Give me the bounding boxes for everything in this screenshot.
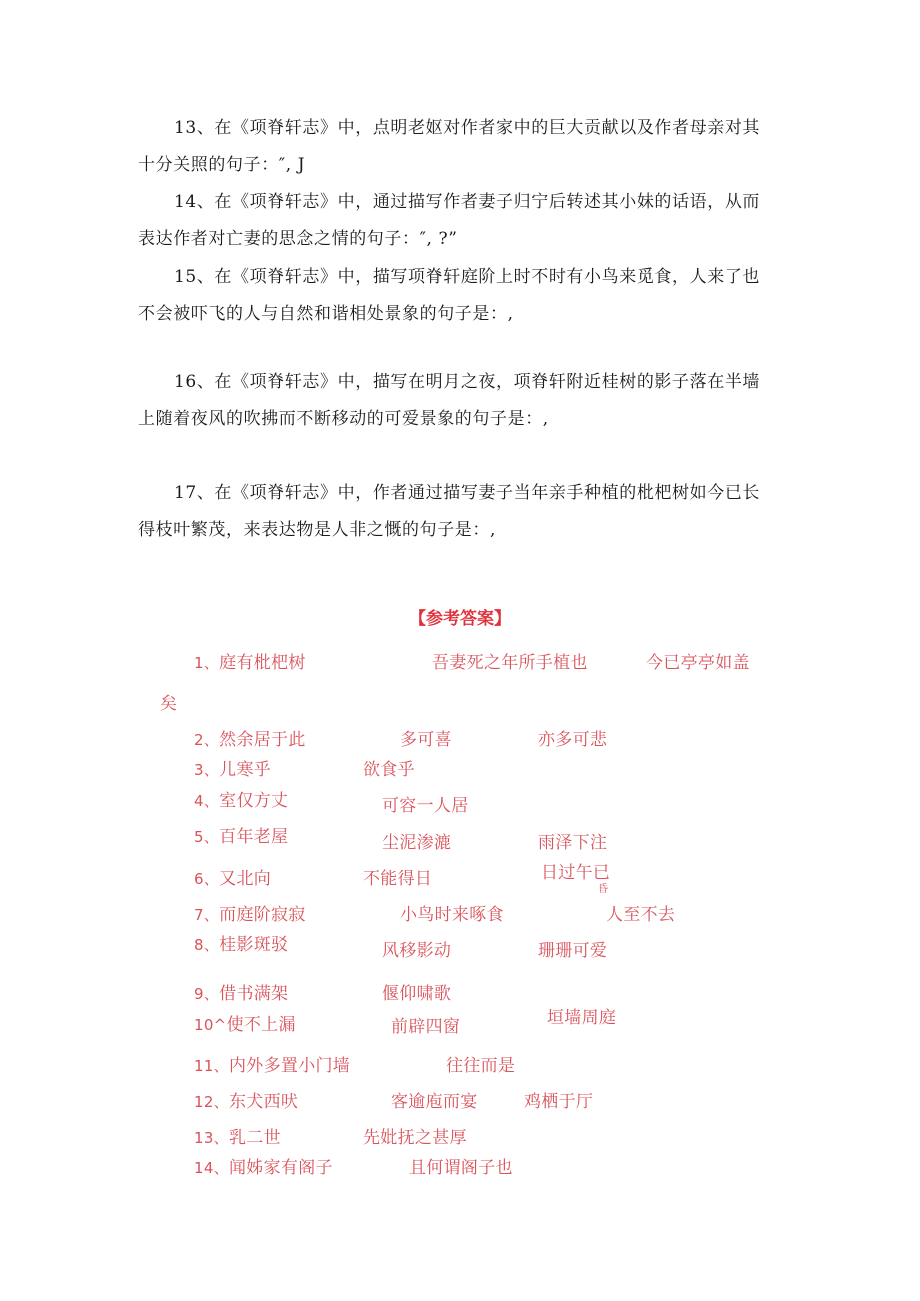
answer-text: 儿寒乎 [219,760,272,780]
answer-text: 乳二世 [229,1128,281,1148]
answer-7-phrase-1 [194,900,306,925]
answer-13-phrase-2: 先妣抚之甚厚 [363,1128,467,1148]
answer-10-phrase-1 [194,1010,296,1035]
answer-number: 6、 [194,870,220,888]
answer-6-phrase-1 [194,864,271,889]
question-line: 17、在《项脊轩志》中，作者通过描写妻子当年亲手种植的枇杷树如今已长 [174,483,761,503]
answer-text: 借书满架 [219,984,289,1004]
answer-text: 庭有枇杷树 [219,653,306,673]
answer-12-phrase-1 [194,1087,298,1112]
answer-4-phrase-2: 可容一人居 [382,796,469,816]
answer-5-phrase-1 [194,822,288,847]
answer-text: 使不上漏 [226,1015,296,1035]
answer-number: 13、 [194,1129,229,1147]
answer-7-phrase-3: 人至不去 [606,905,676,925]
question-line: 不会被吓飞的人与自然和谐相处景象的句子是：, [138,304,514,324]
answer-6-phrase-2: 不能得日 [363,869,433,889]
answer-10-phrase-3: 垣墙周庭 [547,1008,617,1028]
answer-1-phrase-3: 今已亭亭如盖 [646,653,750,673]
answer-2-phrase-2: 多可喜 [400,730,452,750]
answer-6-phrase-4: 昏 [598,884,609,895]
answer-14-phrase-2: 且何谓阁子也 [409,1158,513,1178]
answer-6-phrase-3: 日过午已 [541,863,611,883]
answer-text: 又北向 [219,869,272,889]
answer-1-phrase-4: 矣 [160,694,178,714]
answer-number: 1、 [194,654,220,672]
answer-number: 8、 [194,936,220,954]
question-line: 得枝叶繁茂，来表达物是人非之慨的句子是：, [138,520,497,540]
question-13 [138,110,788,184]
answer-12-phrase-2: 客逾庖而宴 [391,1092,478,1112]
answer-number: 12、 [194,1093,229,1111]
answer-number: 9、 [194,985,220,1003]
answer-number: 11、 [194,1057,229,1075]
answer-number: 5、 [194,828,220,846]
question-16 [138,364,788,438]
answer-text: 百年老屋 [219,827,289,847]
answer-12-phrase-3: 鸡栖于厅 [524,1092,594,1112]
answer-8-phrase-2: 风移影动 [382,941,452,961]
question-14 [138,184,788,258]
answer-11-phrase-1 [194,1051,350,1076]
answer-4-phrase-1 [194,786,288,811]
answer-14-phrase-1 [194,1153,333,1178]
answer-text: 而庭阶寂寂 [219,905,306,925]
question-line: 13、在《项脊轩志》中，点明老妪对作者家中的巨大贡献以及作者母亲对其 [174,118,761,138]
answer-2-phrase-1 [194,725,306,750]
answer-number: 3、 [194,761,220,779]
question-line: 14、在《项脊轩志》中，通过描写作者妻子归宁后转述其小妹的话语，从而 [174,192,761,212]
answer-10-phrase-2: 前辟四窗 [391,1017,461,1037]
answer-9-phrase-2: 偃仰啸歌 [382,984,452,1004]
answer-8-phrase-3: 珊珊可爱 [538,941,608,961]
answer-1-phrase-1 [194,648,306,673]
answer-2-phrase-3: 亦多可悲 [538,730,608,750]
question-line: 上随着夜风的吹拂而不断移动的可爱景象的句子是：, [138,409,549,429]
answer-number: 10^ [194,1016,227,1034]
answer-text: 内外多置小门墙 [229,1056,351,1076]
answer-text: 桂影斑驳 [219,935,289,955]
question-line: 15、在《项脊轩志》中，描写项脊轩庭阶上时不时有小鸟来觅食，人来了也 [174,267,761,287]
answer-8-phrase-1 [194,930,288,955]
answer-number: 4、 [194,792,220,810]
question-line: 十分关照的句子：″, J [138,155,306,175]
answer-13-phrase-1 [194,1123,281,1148]
answers-title: 【参考答案】 [409,609,511,629]
answer-5-phrase-3: 雨泽下注 [538,833,608,853]
answer-3-phrase-1 [194,755,271,780]
question-line: 表达作者对亡妻的思念之情的句子：″, ?” [138,229,458,249]
question-17 [138,475,788,549]
answer-text: 闻姊家有阁子 [229,1158,333,1178]
answer-number: 2、 [194,731,220,749]
question-15 [138,259,788,333]
answer-9-phrase-1 [194,979,288,1004]
answer-3-phrase-2: 欲食乎 [363,760,415,780]
answer-5-phrase-2: 尘泥渗漉 [382,833,452,853]
answer-7-phrase-2: 小鸟时来啄食 [400,905,504,925]
answer-text: 室仅方丈 [219,791,289,811]
answer-text: 东犬西吠 [229,1092,299,1112]
question-line: 16、在《项脊轩志》中，描写在明月之夜，项脊轩附近桂树的影子落在半墙 [174,372,761,392]
answer-number: 7、 [194,906,220,924]
answer-text: 然余居于此 [219,730,306,750]
answer-1-phrase-2: 吾妻死之年所手植也 [432,653,588,673]
answer-number: 14、 [194,1159,229,1177]
answer-11-phrase-2: 往往而是 [446,1056,516,1076]
